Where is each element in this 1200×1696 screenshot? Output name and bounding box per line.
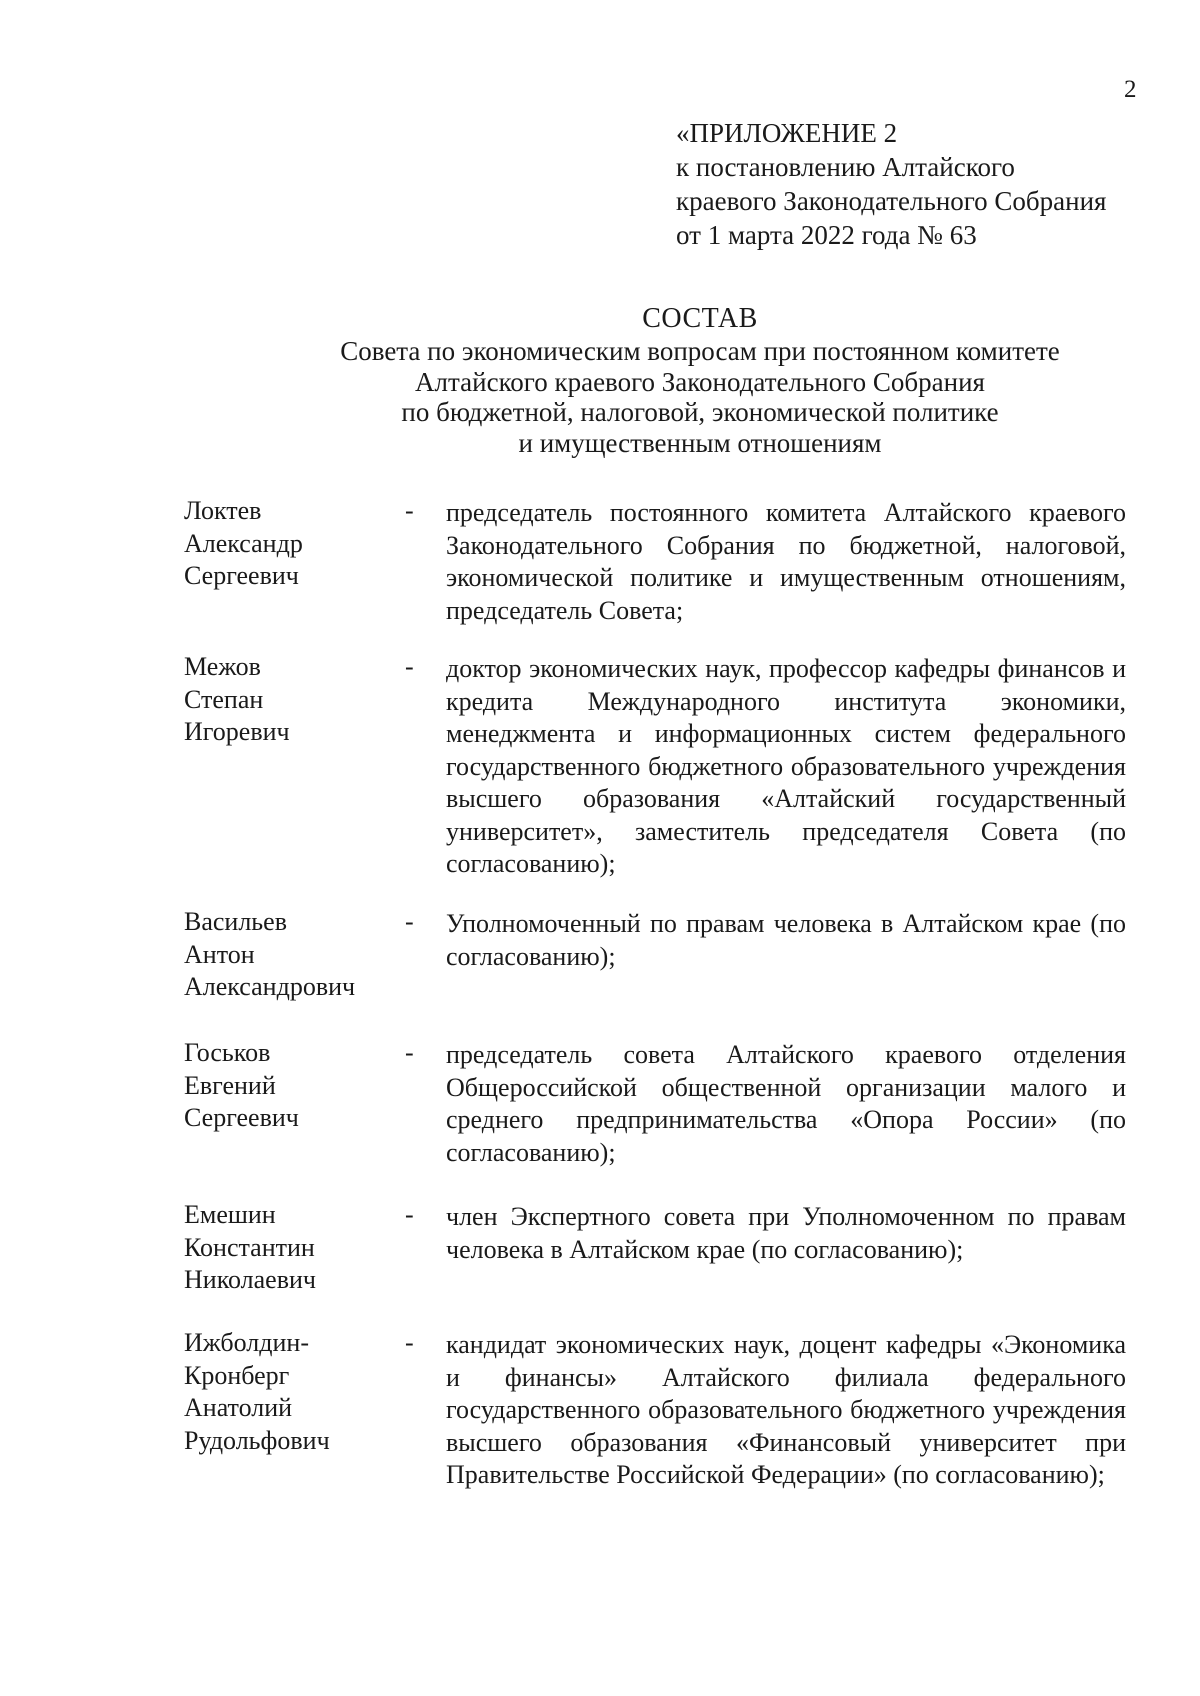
appendix-line: краевого Законодательного Собрания: [676, 186, 1107, 216]
member-patronymic: Николаевич: [184, 1265, 316, 1294]
member-patronymic: Александрович: [184, 972, 356, 1001]
appendix-line: «ПРИЛОЖЕНИЕ 2: [676, 118, 898, 148]
member-surname: Емешин: [184, 1200, 276, 1229]
member-name: [184, 495, 303, 593]
member-surname: Госьков: [184, 1038, 271, 1067]
member-patronymic: Рудольфович: [184, 1425, 330, 1455]
member-description: председатель совета Алтайского краевого отделения Общероссийской общественной организации малого и среднего предпринимательства «Опора России» (по согласованию);: [446, 1040, 1126, 1167]
member-dash: -: [405, 1328, 414, 1357]
document-subtitle: [300, 336, 1100, 458]
member-first-name: Александр: [184, 528, 303, 558]
page-number: 2: [1124, 76, 1137, 103]
member-first-name: Степан: [184, 684, 264, 714]
member-surname: Межов: [184, 652, 261, 681]
subtitle-line: по бюджетной, налоговой, экономической политике: [401, 397, 999, 427]
member-surname-cont: Кронберг: [184, 1360, 290, 1390]
member-surname: Локтев: [184, 496, 262, 525]
member-dash: -: [405, 1200, 414, 1229]
document-heading: [300, 302, 1100, 458]
member-first-name: Антон: [184, 939, 255, 969]
subtitle-line: Совета по экономическим вопросам при постоянном комитете: [340, 336, 1060, 366]
member-surname: Ижболдин-: [184, 1328, 309, 1357]
member-name: [184, 1327, 330, 1457]
member-name: [184, 906, 355, 1004]
member-first-name: Евгений: [184, 1070, 276, 1100]
member-description: кандидат экономических наук, доцент кафедры «Экономика и финансы» Алтайского филиала федерального государственного образовательного бюджетного учреждения высшего образования «Финансовый университет при Правительстве Российской Федерации» (по согласованию);: [446, 1330, 1126, 1489]
member-description: доктор экономических наук, профессор кафедры финансов и кредита Международного института экономики, менеджмента и информационных систем федерального государственного бюджетного образовательного учреждения высшего образования «Алтайский государственный университет», заместитель председателя Совета (по согласованию);: [446, 654, 1126, 878]
member-dash: -: [405, 1038, 414, 1067]
member-patronymic: Игоревич: [184, 717, 290, 746]
appendix-header: [676, 116, 1106, 252]
member-patronymic: Сергеевич: [184, 1103, 299, 1132]
member-name: [184, 1037, 299, 1135]
member-description: председатель постоянного комитета Алтайского краевого Законодательного Собрания по бюджетной, налоговой, экономической политике и имущественным отношениям, председатель Совета;: [446, 498, 1126, 625]
member-dash: -: [405, 907, 414, 936]
member-description: член Экспертного совета при Уполномоченном по правам человека в Алтайском крае (по согласованию);: [446, 1202, 1126, 1264]
member-first-name: Константин: [184, 1232, 315, 1262]
member-dash: -: [405, 496, 414, 525]
member-dash: -: [405, 652, 414, 681]
appendix-line: от 1 марта 2022 года № 63: [676, 220, 977, 250]
subtitle-line: и имущественным отношениям: [518, 427, 882, 458]
document-title: СОСТАВ: [642, 303, 758, 334]
member-name: [184, 651, 290, 749]
member-surname: Васильев: [184, 907, 287, 936]
appendix-line: к постановлению Алтайского: [676, 152, 1015, 182]
subtitle-line: Алтайского краевого Законодательного Собрания: [415, 366, 985, 397]
member-description: Уполномоченный по правам человека в Алтайском крае (по согласованию);: [446, 909, 1126, 971]
member-patronymic: Сергеевич: [184, 561, 299, 590]
member-first-name: Анатолий: [184, 1393, 293, 1422]
member-name: [184, 1199, 316, 1297]
